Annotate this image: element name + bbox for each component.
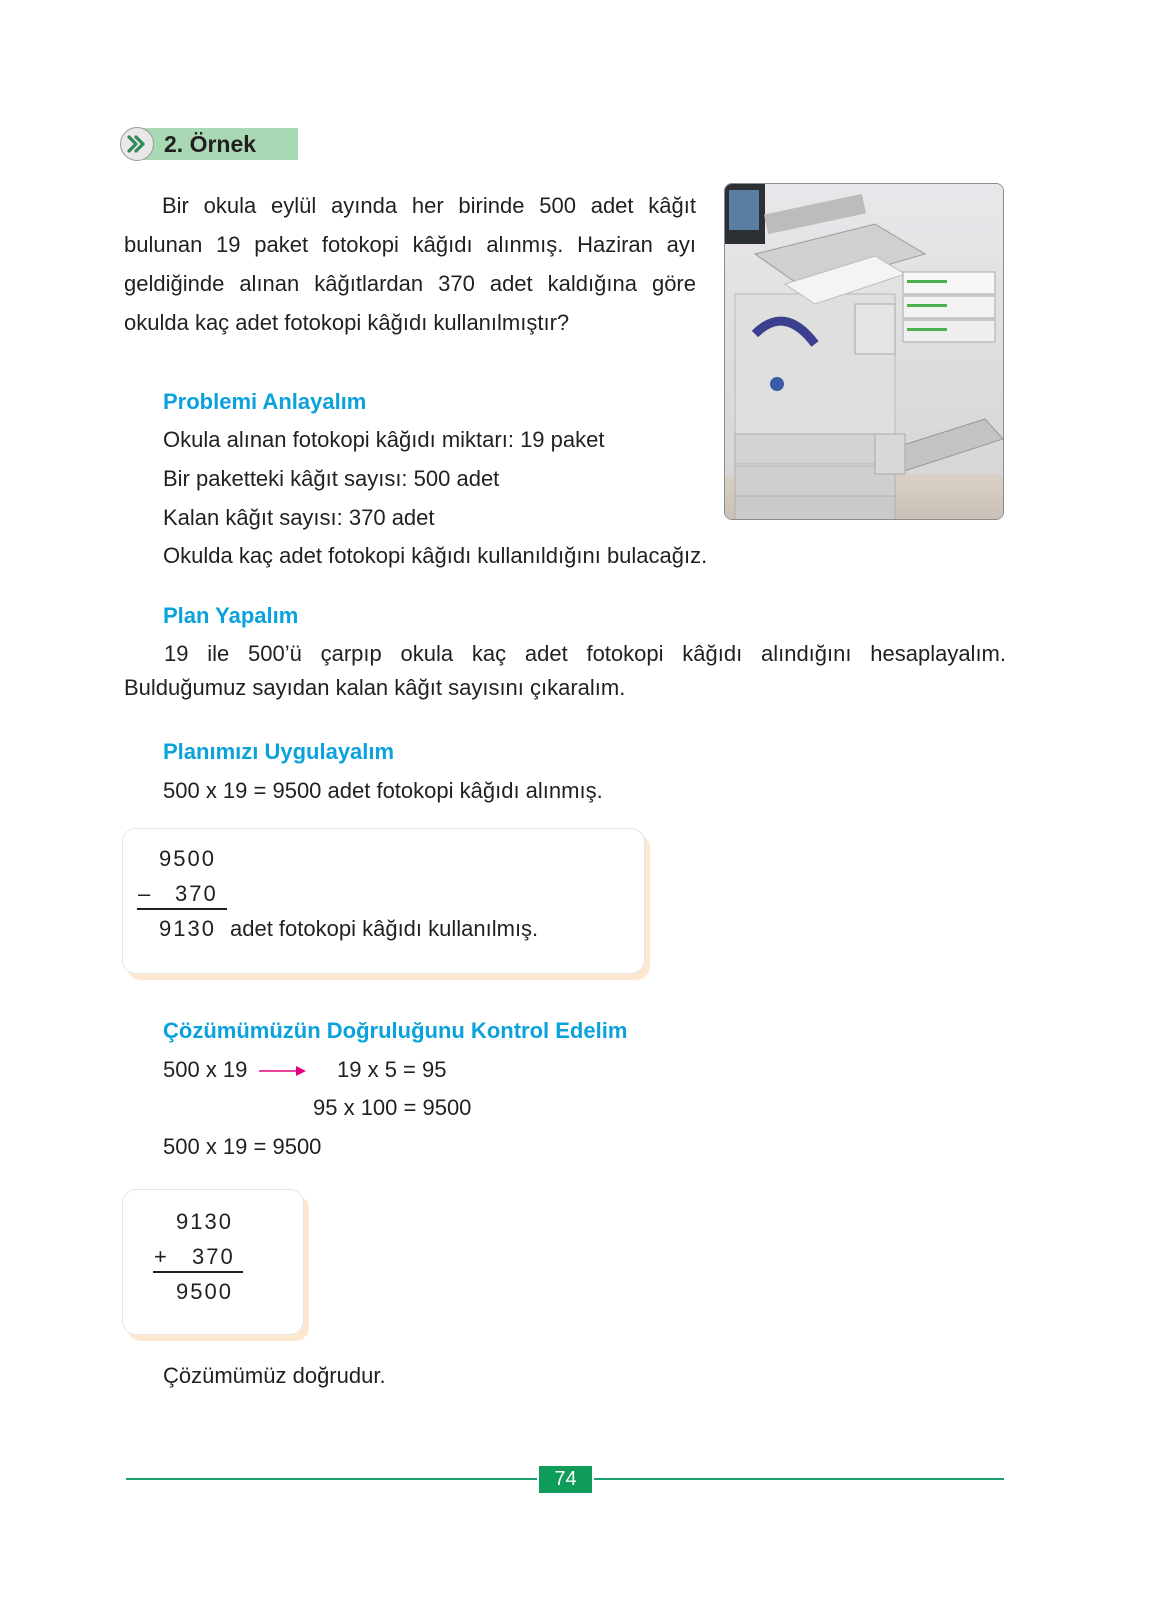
understand-line: Kalan kâğıt sayısı: 370 adet [163, 505, 435, 530]
problem-line: okulda kaç adet fotokopi kâğıdı kullanılmıştır? [124, 310, 570, 335]
addition-operator: + [154, 1244, 169, 1269]
addition-rule [153, 1271, 243, 1273]
subtraction-bottom: 370 [175, 881, 218, 906]
example-tag [120, 127, 298, 161]
photocopier-photo [724, 183, 1004, 520]
problem-text [124, 186, 696, 342]
understand-line: Bir paketteki kâğıt sayısı: 500 adet [163, 466, 500, 491]
plan-line: 19 ile 500’ü çarpıp okula kaç adet fotokopi kâğıdı alındığını hesaplayalım. [164, 641, 1006, 666]
subtraction-operator: – [138, 881, 153, 906]
apply-heading: Planımızı Uygulayalım [163, 739, 395, 764]
arrow-right-icon [259, 1064, 307, 1078]
addition-bottom: 370 [192, 1244, 235, 1269]
footer-line-left [126, 1478, 537, 1480]
problem-line: bulunan 19 paket fotokopi kâğıdı alınmış. Haziran ayı [124, 232, 696, 257]
plan-heading: Plan Yapalım [163, 603, 299, 628]
subtraction-top: 9500 [159, 846, 216, 871]
page-number: 74 [539, 1466, 592, 1493]
understand-line: Okulda kaç adet fotokopi kâğıdı kullanıldığını bulacağız. [163, 543, 708, 568]
check-final: 500 x 19 = 9500 [163, 1134, 322, 1159]
subtraction-result-text: adet fotokopi kâğıdı kullanılmış. [230, 916, 539, 941]
problem-line: Bir okula eylül ayında her birinde 500 adet kâğıt [162, 193, 696, 218]
check-step1: 19 x 5 = 95 [337, 1057, 447, 1082]
check-step2: 95 x 100 = 9500 [313, 1095, 472, 1120]
addition-result: 9500 [176, 1279, 233, 1304]
understand-heading: Problemi Anlayalım [163, 389, 367, 414]
example-title: 2. Örnek [164, 131, 257, 157]
check-heading: Çözümümüzün Doğruluğunu Kontrol Edelim [163, 1018, 628, 1043]
understand-line: Okula alınan fotokopi kâğıdı miktarı: 19 paket [163, 427, 605, 452]
plan-text [124, 637, 1006, 705]
subtraction-rule [137, 908, 227, 910]
addition-top: 9130 [176, 1209, 233, 1234]
footer-line-right [594, 1478, 1004, 1480]
conclusion-text: Çözümümüz doğrudur. [163, 1363, 386, 1388]
double-chevron-right-icon [120, 127, 154, 161]
problem-line: geldiğinde alınan kâğıtlardan 370 adet kaldığına göre [124, 271, 696, 296]
plan-line: Bulduğumuz sayıdan kalan kâğıt sayısını çıkaralım. [124, 675, 626, 700]
subtraction-result: 9130 [159, 916, 216, 941]
apply-line: 500 x 19 = 9500 adet fotokopi kâğıdı alınmış. [163, 778, 603, 803]
check-left: 500 x 19 [163, 1057, 248, 1082]
